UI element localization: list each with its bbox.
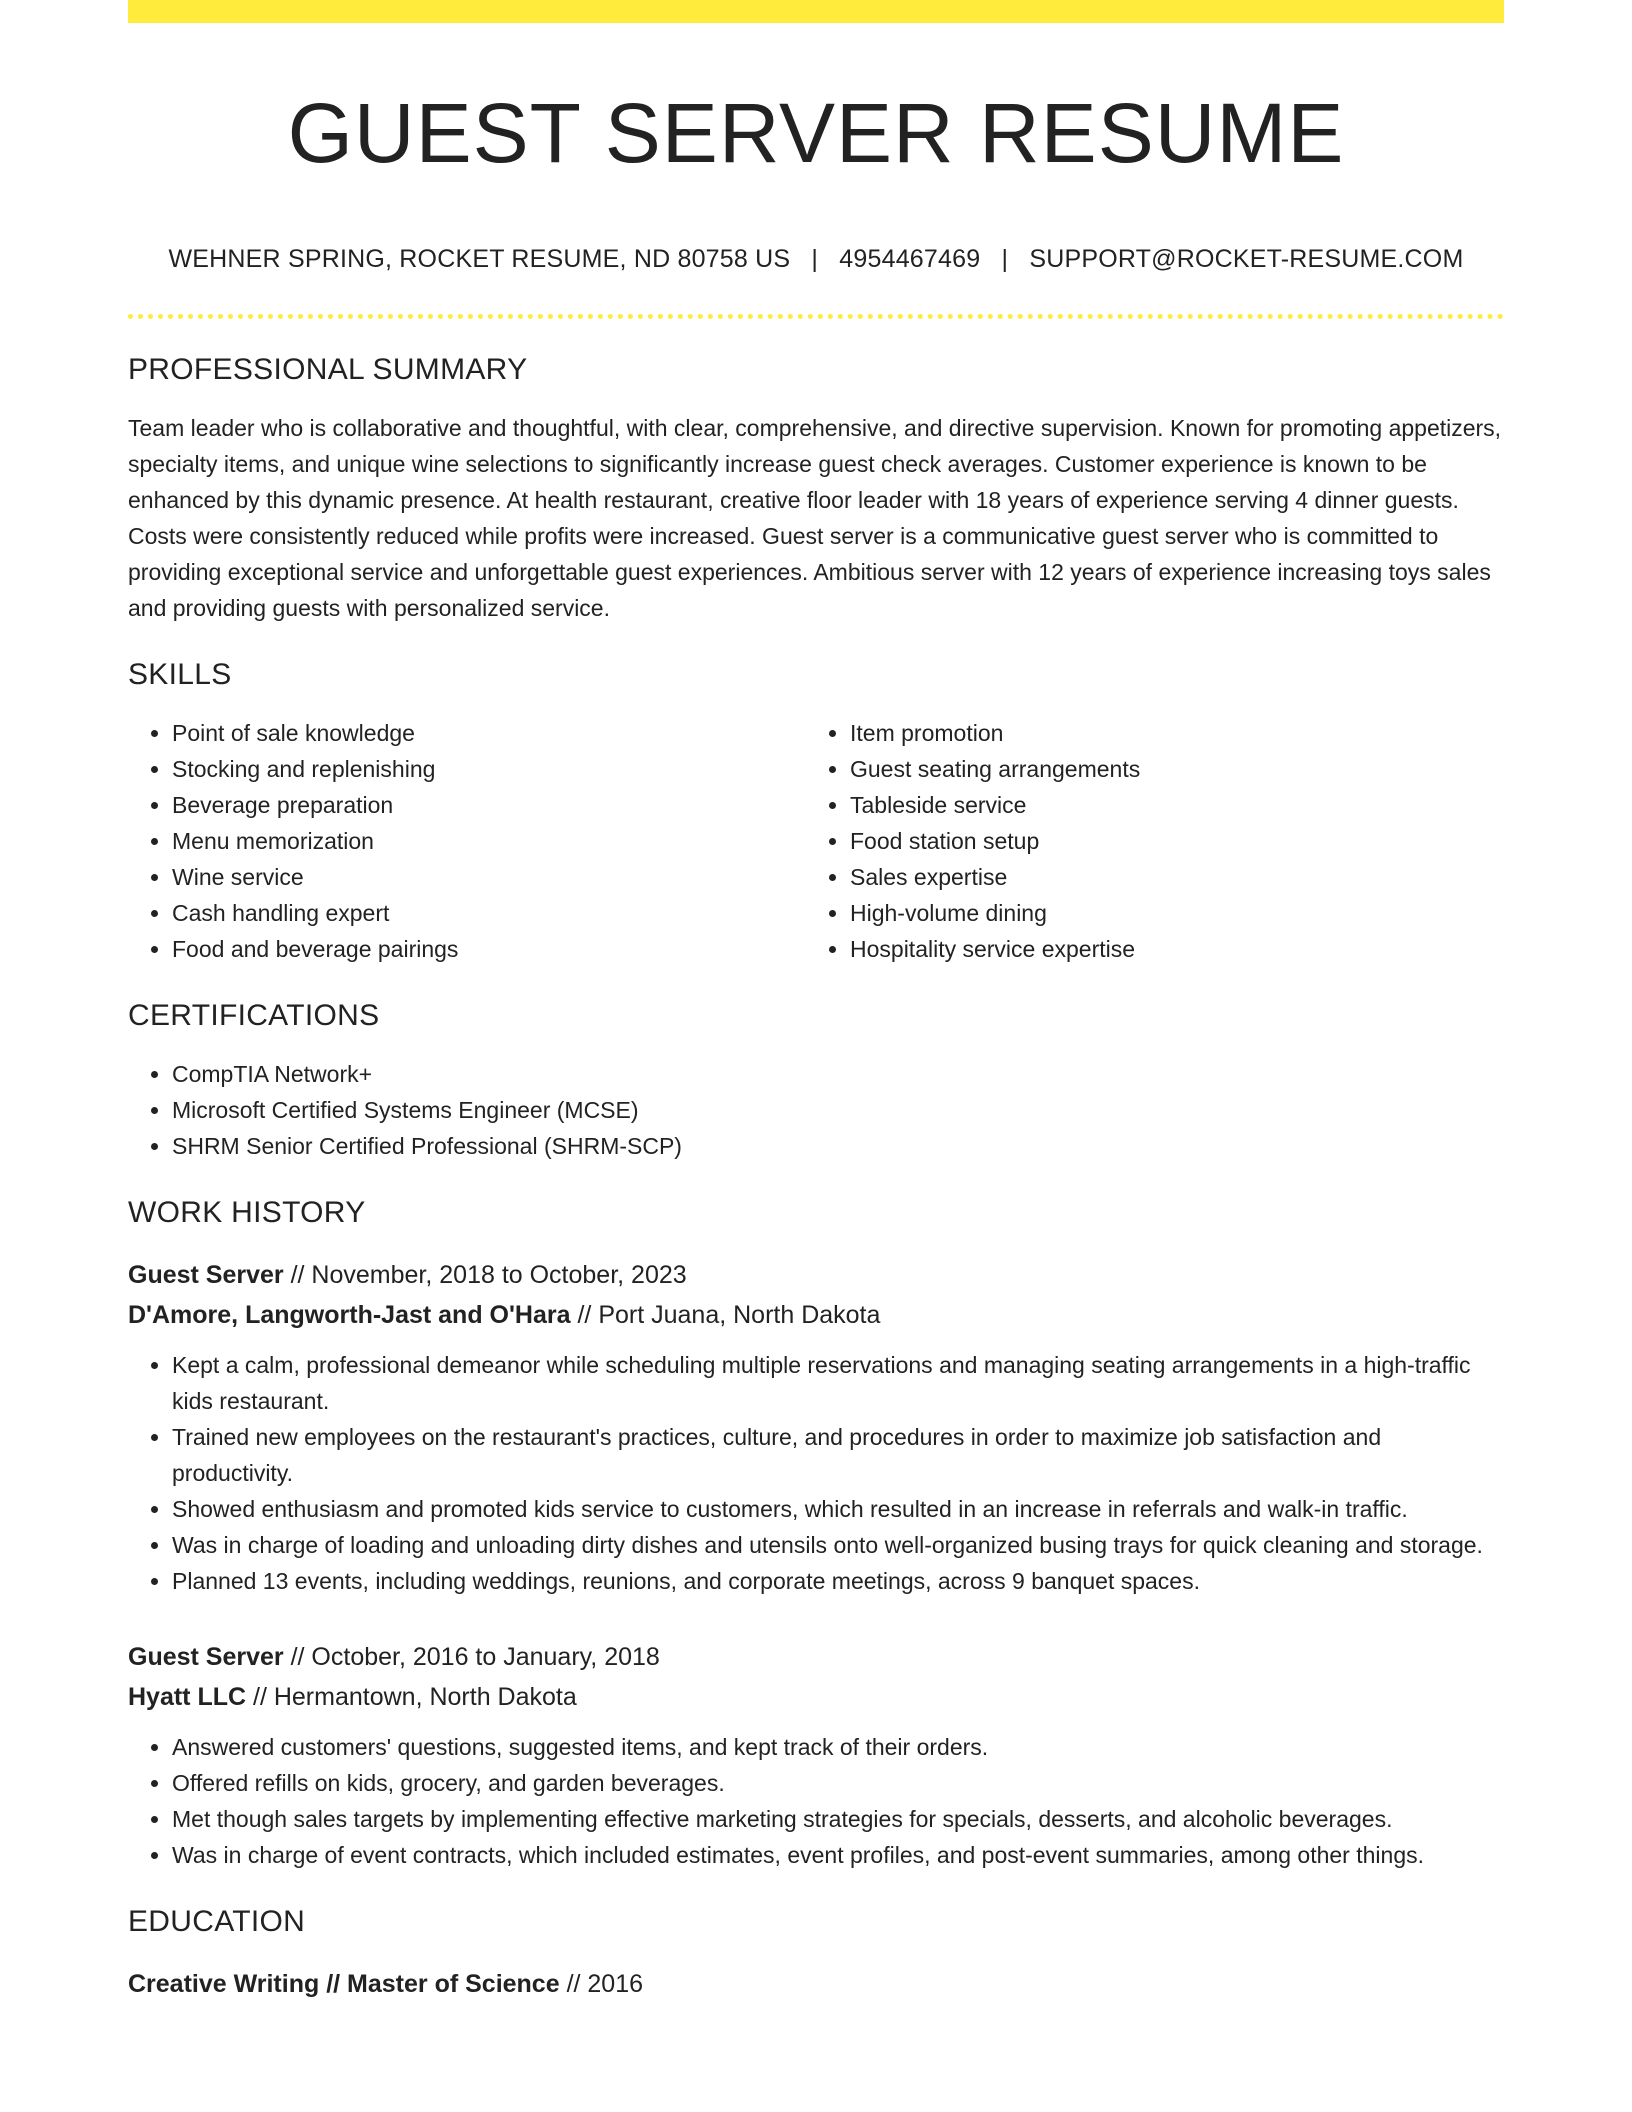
contact-email: SUPPORT@ROCKET-RESUME.COM [1029, 245, 1464, 273]
certifications-heading: CERTIFICATIONS [128, 999, 380, 1032]
skill-item: • Food and beverage pairings [172, 931, 806, 967]
job-bullet: • Showed enthusiasm and promoted kids service to customers, which resulted in an increase in referrals and walk-in traffic. [172, 1491, 1504, 1527]
job-title-line [128, 1255, 1504, 1295]
certification-item: • SHRM Senior Certified Professional (SHRM-SCP) [172, 1128, 1504, 1164]
job-bullet: • Answered customers' questions, suggested items, and kept track of their orders. [172, 1729, 1504, 1765]
skill-item: • Food station setup [850, 823, 1484, 859]
skill-item: • Hospitality service expertise [850, 931, 1484, 967]
education-year: // 2016 [559, 1970, 644, 1998]
certification-item: • CompTIA Network+ [172, 1056, 1504, 1092]
skills-grid [128, 715, 1504, 967]
job-company: Hyatt LLC [128, 1683, 247, 1711]
skill-item: • Wine service [172, 859, 806, 895]
skills-column-left [128, 715, 806, 967]
resume-page [128, 0, 1504, 2004]
contact-separator: | [811, 245, 819, 273]
contact-line [128, 243, 1504, 275]
education-heading: EDUCATION [128, 1905, 306, 1938]
skills-heading: SKILLS [128, 658, 232, 691]
summary-text: Team leader who is collaborative and thoughtful, with clear, comprehensive, and directive supervision. Known for promoting appetizers, specialty items, and unique wine selections to significantly increase guest check averages. Customer experience is known to be enhanced by this dynamic presence. At health restaurant, creative floor leader with 18 years of experience serving 4 dinner guests. Costs were consistently reduced while profits were increased. Guest server is a communicative guest server who is committed to providing exceptional service and unforgettable guest experiences. Ambitious server with 12 years of experience increasing toys sales and providing guests with personalized service. [128, 415, 1502, 621]
education-degree: Creative Writing // Master of Science [128, 1970, 560, 1998]
job-location: // Hermantown, North Dakota [246, 1683, 577, 1711]
education-line [128, 1964, 1504, 2004]
job-bullet-list [128, 1347, 1504, 1599]
job-company: D'Amore, Langworth-Jast and O'Hara [128, 1301, 571, 1329]
job-company-line [128, 1295, 1504, 1335]
contact-address: WEHNER SPRING, ROCKET RESUME, ND 80758 US [168, 245, 791, 273]
skills-list-left [128, 715, 806, 967]
skill-item: • Point of sale knowledge [172, 715, 806, 751]
certifications-list [128, 1056, 1504, 1164]
skills-list-right [806, 715, 1484, 967]
job-bullet: • Was in charge of event contracts, which included estimates, event profiles, and post-event summaries, among other things. [172, 1837, 1504, 1873]
job-bullet: • Was in charge of loading and unloading dirty dishes and utensils onto well-organized busing trays for quick cleaning and storage. [172, 1527, 1504, 1563]
job-bullet: • Met though sales targets by implementing effective marketing strategies for specials, desserts, and alcoholic beverages. [172, 1801, 1504, 1837]
job-dates: // November, 2018 to October, 2023 [283, 1261, 687, 1289]
skill-item: • Menu memorization [172, 823, 806, 859]
job-bullet: • Kept a calm, professional demeanor while scheduling multiple reservations and managing seating arrangements in a high-traffic kids restaurant. [172, 1347, 1504, 1419]
skill-item: • Sales expertise [850, 859, 1484, 895]
job-company-line [128, 1677, 1504, 1717]
skills-column-right [806, 715, 1484, 967]
dotted-divider [128, 314, 1504, 319]
resume-title: GUEST SERVER RESUME [287, 86, 1345, 180]
certification-item: • Microsoft Certified Systems Engineer (MCSE) [172, 1092, 1504, 1128]
skill-item: • Item promotion [850, 715, 1484, 751]
contact-separator: | [1001, 245, 1009, 273]
contact-phone: 4954467469 [839, 245, 981, 273]
job-dates: // October, 2016 to January, 2018 [283, 1643, 660, 1671]
job-bullet: • Planned 13 events, including weddings, reunions, and corporate meetings, across 9 banquet spaces. [172, 1563, 1504, 1599]
job-role: Guest Server [128, 1261, 284, 1289]
job-bullet: • Trained new employees on the restaurant's practices, culture, and procedures in order to maximize job satisfaction and productivity. [172, 1419, 1504, 1491]
job-location: // Port Juana, North Dakota [570, 1301, 881, 1329]
skill-item: • Tableside service [850, 787, 1484, 823]
skill-item: • Beverage preparation [172, 787, 806, 823]
skill-item: • High-volume dining [850, 895, 1484, 931]
skill-item: • Guest seating arrangements [850, 751, 1484, 787]
job-title-line [128, 1637, 1504, 1677]
work-history-heading: WORK HISTORY [128, 1196, 366, 1229]
top-accent-bar [128, 0, 1504, 23]
skill-item: • Stocking and replenishing [172, 751, 806, 787]
job-bullet-list [128, 1729, 1504, 1873]
skill-item: • Cash handling expert [172, 895, 806, 931]
summary-heading: PROFESSIONAL SUMMARY [128, 353, 528, 386]
job-role: Guest Server [128, 1643, 284, 1671]
job-bullet: • Offered refills on kids, grocery, and garden beverages. [172, 1765, 1504, 1801]
